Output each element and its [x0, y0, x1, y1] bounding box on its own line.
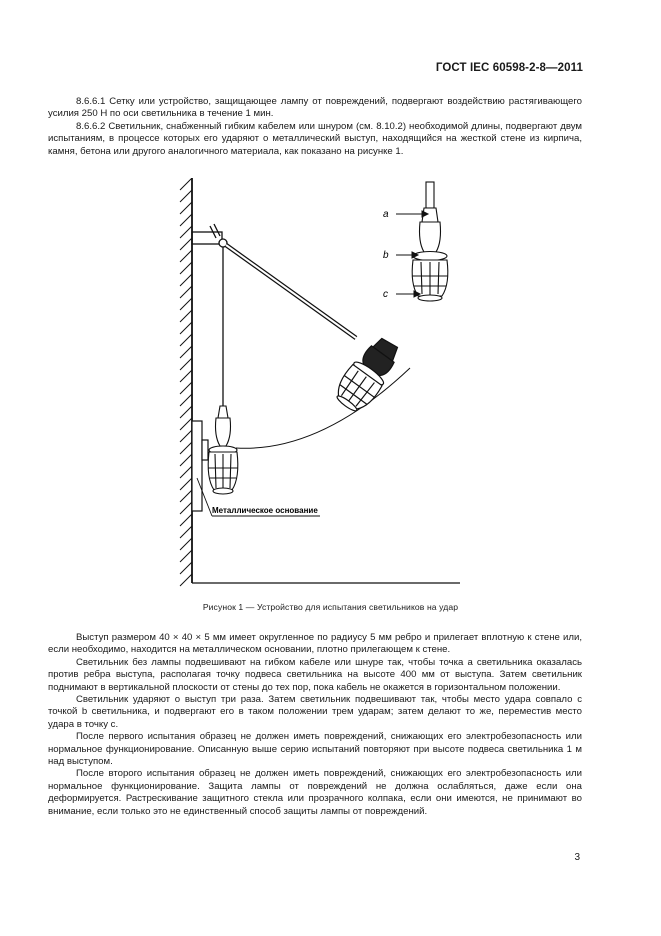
body-text — [48, 632, 582, 818]
paragraph-suspension: Светильник без лампы подвешивают на гибком кабеле или шнуре так, чтобы точка a светильника оказалась против ребра выступа, располагая точку подвеса светильника на высоте 400 мм от выступа. Затем светильник поднимают в вертикальной плоскости от стены до тех пор, пока кабель не окажется в горизонтальном положении. — [48, 656, 582, 693]
label-a: a — [383, 209, 389, 220]
suspension-bracket — [192, 224, 227, 414]
raised-luminaire — [330, 332, 407, 417]
document-header: ГОСТ IEC 60598-2-8—2011 — [435, 62, 583, 74]
intro-text — [48, 96, 582, 158]
paragraph-8-6-6-2: 8.6.6.2 Светильник, снабженный гибким кабелем или шнуром (см. 8.10.2) необходимой длины, подвергают двум испытаниям, в процессе которых его ударяют о металлический выступ, находящийся на жесткой стене из кирпича, камня, бетона или другого аналогичного материала, как показано на рисунке 1. — [48, 120, 582, 157]
paragraph-8-6-6-1: 8.6.6.1 Сетку или устройство, защищающее лампу от повреждений, подвергают воздействию растягивающего усилия 250 Н по оси светильника в течение 1 мин. — [48, 96, 582, 120]
swing-arc — [236, 368, 410, 448]
metal-base-label: Металлическое основание — [212, 506, 318, 515]
paragraph-second-test: После второго испытания образец не должен иметь повреждений, снижающих его электробезопасность или нормальное функционирование. Защита лампы от повреждений не должна ослабляться, даже если она деформируется. Растрескивание защитного стекла или прозрачного колпака, если они имеются, не принимают во внимание, если только это не единственный способ защиты лампы от повреждений. — [48, 768, 582, 817]
metal-base — [192, 421, 208, 511]
raised-cable-inner — [226, 245, 356, 338]
reference-luminaire — [412, 182, 448, 301]
paragraph-first-test: После первого испытания образец не должен иметь повреждений, снижающих его электробезопасность или нормальное функционирование. Описанную выше серию испытаний повторяют при высоте подвеса светильника 1 м над выступом. — [48, 731, 582, 768]
paragraph-protrusion: Выступ размером 40 × 40 × 5 мм имеет округленное по радиусу 5 мм ребро и прилегает вплотную к стене или, если необходимо, находится на металлическом основании, плотно прилегающем к стене. — [48, 632, 582, 656]
label-c: c — [383, 289, 388, 300]
paragraph-strikes: Светильник ударяют о выступ три раза. Затем светильник подвешивают так, чтобы место удара совпало с точкой b светильника, и подвергают его в таком положении трем ударам; затем делают то же, переместив место удара в точку c. — [48, 694, 582, 730]
impact-test-drawing — [170, 178, 470, 598]
wall-hatching — [180, 178, 192, 586]
impact-test-figure — [170, 178, 470, 598]
page-number: 3 — [574, 852, 580, 863]
figure-caption: Рисунок 1 — Устройство для испытания светильников на удар — [202, 602, 459, 612]
label-b: b — [383, 250, 389, 261]
hanging-luminaire — [208, 406, 238, 494]
